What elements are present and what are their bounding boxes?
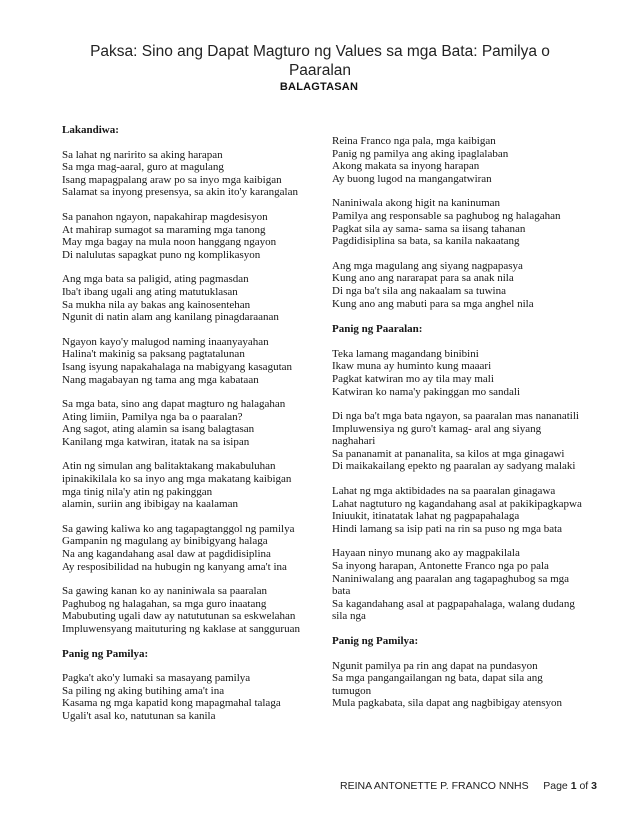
footer-page-total: 3 [591,780,597,792]
verse-line: Gampanin ng magulang ay binibigyang halaga [62,535,268,548]
verse-line: bata [332,585,351,598]
stanza [62,460,324,510]
stanza [332,135,594,185]
stanza [62,273,324,323]
stanza [62,398,324,448]
verse-line: Ugali't asal ko, natutunan sa kanila [62,709,216,722]
verse-line: Kung ano ang mabuti para sa mga anghel nila [332,297,534,310]
verse-line: Impluwensyang maituturing ng kaklase at sangguruan [62,623,300,635]
verse-line: Ang sagot, ating alamin sa isang balagtasan [62,423,255,436]
stanza [332,410,594,473]
verse-line: Ngunit di natin alam ang kanilang pinagdaraanan [62,311,279,324]
verse-line: Pagkat katwiran mo ay tila may mali [332,372,494,385]
stanza [62,523,324,573]
verse-line: Pamilya ang responsable sa paghubog ng halagahan [332,209,561,222]
verse-line: Ngayon kayo'y malugod naming inaanyayahan [62,335,269,348]
verse-line: Di nga ba't sila ang nakaalam sa tuwina [332,284,506,297]
footer-page-current: 1 [570,780,577,792]
verse-line: Di nga ba't mga bata ngayon, sa paaralan mas nananatili [332,410,579,423]
verse-line: Na ang kagandahang asal daw at pagdidisiplina [62,548,271,561]
verse-line: mga tinig nila'y atin ng pakinggan [62,485,213,498]
stanza [62,211,324,261]
verse-line: Kasama ng mga kapatid kong mapagmahal talaga [62,697,281,710]
verse-line: Iniuukit, itinatatak lahat ng pagpapahalaga [332,510,520,523]
verse-line: Iba't ibang ugali ang ating matutuklasan [62,285,238,298]
verse-line: Lahat nagtuturo ng kagandahang asal at pakikipagkapwa [332,497,582,510]
verse-line: At mahirap sumagot sa maraming mga tanong [62,223,266,236]
verse-line: Ang mga magulang ang siyang nagpapasya [332,259,523,272]
stanza [332,260,594,310]
verse-line: Naniniwalang ang paaralan ang tagapaghubog sa mga [332,572,570,585]
verse-line: Sa mga mag-aaral, guro at magulang [62,161,224,174]
footer-page-label: Page [543,780,568,792]
stanza [62,672,324,722]
paaralan-heading: Panig ng Paaralan: [332,323,423,336]
verse-line: Ay resposibilidad na hubugin ng kanyang ama't ina [62,560,287,573]
verse-line: Sa kagandahang asal at pagpapahalaga, walang dudang [332,597,575,610]
footer-page-of: of [579,780,589,792]
verse-line: Lahat ng mga aktibidades na sa paaralan ginagawa [332,485,556,498]
verse-line: Kung ano ang nararapat para sa anak nila [332,272,514,285]
pamilya-heading: Panig ng Pamilya: [332,635,419,647]
verse-line: Pagdidisiplina sa bata, sa kanila nakaatang [332,235,520,248]
stanza [332,660,594,710]
stanza [62,149,324,199]
verse-line: Hayaan ninyo munang ako ay magpakilala [332,547,520,560]
verse-line: Ating limiin, Pamilya nga ba o paaralan? [62,410,243,423]
verse-line: Katwiran ko nama'y pakinggan mo sandali [332,385,521,398]
verse-line: Reina Franco nga pala, mga kaibigan [332,135,496,147]
right-column [332,135,594,710]
verse-line: Ang mga bata sa paligid, ating pagmasdan [62,273,249,286]
verse-line: naghahari [332,435,376,448]
stanza [332,348,594,398]
verse-line: Di maikakailang epekto ng paaralan ay sadyang malaki [332,460,576,473]
verse-line: Sa gawing kaliwa ko ang tagapagtanggol ng pamilya [62,522,295,535]
stanza [332,197,594,247]
verse-line: Nang magabayan ng tama ang mga kabataan [62,373,259,386]
verse-line: Sa mukha nila ay bakas ang kainosentehan [62,298,251,311]
verse-line: Sa lahat ng naririto sa aking harapan [62,148,223,161]
left-column [62,124,324,723]
verse-line: Sa inyong harapan, Antonette Franco nga po pala [332,560,549,573]
verse-line: tumugon [332,684,372,697]
verse-line: sila nga [332,610,366,623]
stanza [62,585,324,635]
verse-line: Mabubuting ugali daw ay natututunan sa eskwelahan [62,610,296,623]
lakandiwa-heading: Lakandiwa: [62,124,119,136]
page-title: Paksa: Sino ang Dapat Magturo ng Values sa mga Bata: Pamilya o Paaralan [90,43,550,79]
verse-line: Sa mga bata, sino ang dapat magturo ng halagahan [62,398,286,411]
verse-line: Salamat sa inyong presensya, sa akin ito'y karangalan [62,186,298,199]
verse-line: Ngunit pamilya pa rin ang dapat na pundasyon [332,659,538,672]
verse-line: Pagka't ako'y lumaki sa masayang pamilya [62,672,251,685]
verse-line: Ikaw muna ay huminto kung maaari [332,360,492,373]
verse-line: Kanilang mga katwiran, itatak na sa isipan [62,435,250,448]
stanza [332,485,594,535]
verse-line: Sa panahon ngayon, napakahirap magdesisyon [62,210,268,223]
verse-line: Naniniwala akong higit na kaninuman [332,197,501,210]
verse-line: Sa mga pangangailangan ng bata, dapat sila ang [332,672,543,685]
verse-line: ipinakikilala ko sa inyo ang mga makatang kaibigan [62,473,292,486]
page-footer [340,780,600,792]
verse-line: Halina't makinig sa paksang pagtatalunan [62,348,245,361]
verse-line: Sa pananamit at pananalita, sa kilos at mga ginagawi [332,447,565,460]
stanza [332,547,594,623]
verse-line: Isang isyung napakahalaga na mabigyang kasagutan [62,360,293,373]
verse-line: Mula pagkabata, sila dapat ang nagbibigay atensyon [332,697,563,710]
verse-line: Atin ng simulan ang balitaktakang makabuluhan [62,460,276,473]
verse-line: Panig ng pamilya ang aking ipaglalaban [332,147,509,160]
verse-line: Di nalulutas sapagkat puno ng komplikasyon [62,248,261,261]
verse-line: May mga bagay na mula noon hanggang ngayon [62,236,277,249]
verse-line: Impluwensiya ng guro't kamag- aral ang siyang [332,422,542,435]
page-subtitle: BALAGTASAN [279,81,359,93]
verse-line: Akong makata sa inyong harapan [332,160,480,173]
verse-line: alamin, suriin ang ibibigay na kaalaman [62,498,238,511]
footer-author: REINA ANTONETTE P. FRANCO NNHS [340,780,529,792]
verse-line: Paghubog ng halagahan, sa mga guro inaatang [62,597,267,610]
verse-line: Ay buong lugod na mangangatwiran [332,172,492,185]
verse-line: Sa piling ng aking butihing ama't ina [62,684,225,697]
verse-line: Pagkat sila ay sama- sama sa iisang tahanan [332,222,526,235]
verse-line: Teka lamang magandang binibini [332,347,479,360]
verse-line: Isang mapagpalang araw po sa inyo mga kaibigan [62,173,282,186]
verse-line: Hindi lamang sa isip pati na rin sa puso ng mga bata [332,522,563,535]
verse-line: Sa gawing kanan ko ay naniniwala sa paaralan [62,585,267,598]
stanza [62,336,324,386]
pamilya-heading: Panig ng Pamilya: [62,647,149,660]
